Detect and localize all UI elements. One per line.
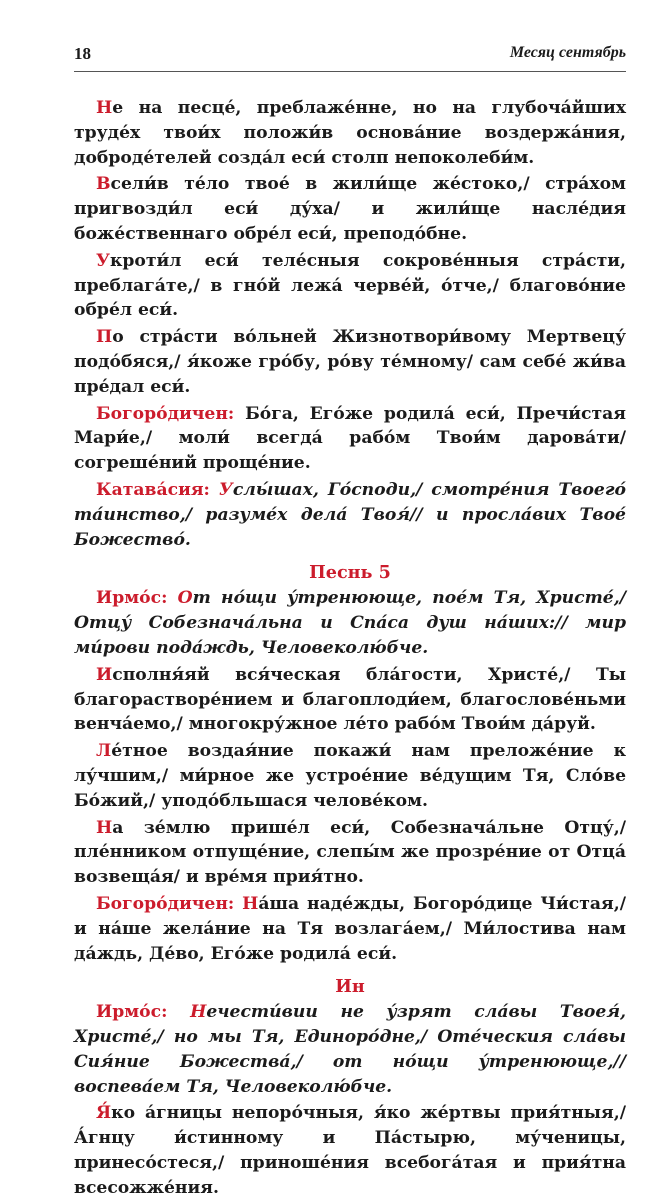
red-initial: И	[96, 664, 113, 685]
paragraph	[74, 172, 626, 246]
paragraph	[74, 586, 626, 660]
paragraph-text: сели́в те́ло твое́ в жили́ще же́стоко,/ стра́хом пригвозди́л еси́ ду́ха/ и жили́ще насле́дия боже́ственнаго обре́л еси́, преподо́бне.	[74, 174, 626, 244]
red-initial: О	[177, 588, 193, 609]
section-heading	[74, 976, 626, 997]
page-header	[74, 44, 626, 68]
running-head: Месяц сентябрь	[509, 44, 626, 61]
page-number: 18	[74, 44, 91, 63]
paragraph-text: е́тное воздая́ние покажи́ нам преложе́ние к лу́чшим,/ ми́рное же устрое́ние ве́дущим Тя, Сло́ве Бо́жий,/ уподо́бльшася челове́ком.	[74, 741, 626, 811]
paragraph	[74, 1101, 626, 1200]
rubric-label: Ирмо́с:	[96, 588, 178, 609]
paragraph-text: ́ко а́гницы непоро́чныя, я́ко же́ртвы прия́тныя,/ А́гнцу и́стинному и Па́стырю, му́ченицы, принесо́стеся,/ приноше́ния всебога́тая и прия́тна всесожже́ния.	[74, 1103, 626, 1198]
paragraph	[74, 892, 626, 966]
red-initial: Н	[190, 1002, 207, 1023]
paragraph-text: слы́шах, Го́споди,/ смотре́ния Твоего́ та́инство,/ разуме́х дела́ Твоя́// и просла́вих Твое́ Божество́.	[74, 479, 626, 550]
paragraph	[74, 663, 626, 737]
red-initial: Н	[96, 98, 113, 118]
header-rule	[74, 71, 626, 72]
red-initial: У	[218, 479, 233, 500]
red-initial: П	[96, 327, 113, 348]
red-initial: Л	[96, 741, 112, 762]
heading-text: Ин	[335, 976, 365, 998]
paragraph-text: т но́щи у́тренююще, пое́м Тя, Христе́,/ Отцу́ Собезнача́льна и Спа́са душ на́ших:// мир ми́рови пода́ждь, Человеколю́бче.	[74, 588, 627, 658]
paragraph-text: ечести́вии не у́зрят сла́вы Твоея́, Христе́,/ но мы Тя, Единоро́дне,/ Оте́ческия сла́вы Сия́ние Божества́,/ от но́щи у́тренююще,// воспева́ем Тя, Человеколю́бче.	[74, 1002, 626, 1097]
paragraph-text: а́ша наде́жды, Богоро́дице Чи́стая,/ и на́ше жела́ние на Тя возлага́ем,/ Ми́лостива нам да́ждь, Де́во, Его́же родила́ еси́.	[74, 893, 626, 964]
red-initial: В	[96, 174, 111, 195]
red-initial: Я	[96, 1103, 112, 1124]
paragraph	[74, 402, 626, 476]
paragraph	[74, 1000, 626, 1099]
paragraph	[74, 249, 626, 323]
paragraph-text: о стра́сти во́льней Жизнотвори́вому Мертвецу́ подо́бяся,/ я́коже гро́бу, ро́ву те́мному/ сам себе́ жи́ва пре́дал еси́.	[74, 327, 626, 397]
red-initial: Н	[242, 893, 259, 914]
heading-text: Песнь 5	[309, 562, 391, 584]
red-initial: У	[96, 250, 110, 271]
paragraph	[74, 816, 626, 890]
paragraph-text: сполня́яй вся́ческая бла́гости, Христе́,/ Ты благорастворе́нием и благоплоди́ем, благослове́ньми венча́емо,/ многокру́жное ле́то рабо́м Твои́м да́руй.	[74, 664, 626, 735]
paragraph	[74, 478, 626, 552]
section-heading	[74, 562, 626, 583]
paragraph-text: крoти́л еси́ теле́сныя сокрове́нныя стра́сти, преблага́те,/ в гно́й лежа́ черве́й, о́тче,/ благово́ние обре́л еси́.	[74, 250, 626, 321]
rubric-label: Богоро́дичен:	[96, 893, 243, 914]
paragraph	[74, 325, 626, 399]
rubric-label: Богоро́дичен:	[96, 403, 246, 424]
paragraph-text: Бо́га, Его́же родила́ еси́, Пречи́стая Мари́е,/ моли́ всегда́ рабо́м Твои́м дарова́ти/ согреше́ний проще́ние.	[74, 403, 626, 474]
paragraph	[74, 739, 626, 813]
paragraph	[74, 96, 626, 170]
paragraph-text: е на песце́, преблаже́нне, но на глубоча́йших труде́х твои́х положи́в основа́ние воздержа́ния, доброде́телей созда́л еси́ столп непоколеби́м.	[74, 98, 626, 168]
paragraph-text: а зе́млю прише́л еси́, Собезнача́льне Отцу́,/ пле́нником отпуще́ние, слепы́м же прозре́ние от Отца́ возвеща́я/ и вре́мя прия́тно.	[74, 817, 626, 888]
page-body	[74, 96, 626, 1203]
rubric-label: Ирмо́с:	[96, 1002, 191, 1023]
rubric-label: Катава́сия:	[96, 479, 219, 500]
red-initial: Н	[96, 817, 113, 838]
